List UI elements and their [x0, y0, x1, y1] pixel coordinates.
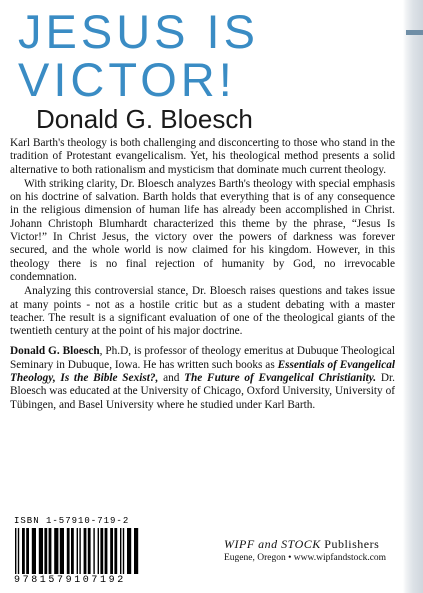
barcode-bar [71, 528, 74, 574]
publisher-location: Eugene, Oregon • www.wipfandstock.com [224, 553, 387, 563]
barcode-bar [32, 528, 36, 574]
barcode-bar [123, 528, 124, 574]
barcode-bar [22, 528, 25, 574]
blurb-paragraph-1: Karl Barth's theology is both challenging and disconcerting to those who stand in the tradition of Protestant evangelicalism. Yet, his theological method presents a solid alternative to both rationalism and mysticism that dominate much current theology. [10, 137, 395, 176]
spine-ribbon [406, 30, 423, 35]
barcode-bar [105, 528, 108, 574]
barcode-bar [114, 528, 117, 574]
barcode-bar [39, 528, 43, 574]
blurb [10, 137, 395, 413]
title-line-2: VICTOR! [18, 53, 236, 106]
bio-book-1: Essentials of Evangelical Theology, Is the Bible Sexist?, [10, 358, 395, 385]
barcode-bar [15, 528, 16, 574]
barcode-bar [98, 528, 99, 574]
barcode-bar [44, 528, 47, 574]
blurb-paragraph-2: With striking clarity, Dr. Bloesch analyzes Barth's theology with special emphasis on his doctrine of salvation. Barth holds that everything that is of any consequence in the religious dimension of human life has already been accomplished in Christ. Johann Christoph Blumhardt characterized this theme by the phrase, “Jesus Is Victor!” In Christ Jesus, the victory over the powers of darkness was forever secured, and the whole world is now claimed for his kingdom. However, in this theology there is no final rejection of humanity by God, no irrevocable condemnation. [10, 177, 395, 283]
author-bio [10, 345, 395, 411]
barcode-bar [26, 528, 29, 574]
author-name: Donald G. Bloesch [36, 104, 253, 134]
barcode-bar [127, 528, 131, 574]
barcode-bar [67, 528, 70, 574]
barcode-bar [93, 528, 94, 574]
barcode-bar [79, 528, 80, 574]
barcode-bar [54, 528, 58, 574]
barcode-number: 9781579107192 [14, 575, 126, 586]
spine-edge [403, 0, 423, 593]
isbn-block [10, 516, 200, 591]
publisher-name-rest: Publishers [320, 537, 380, 551]
publisher-name [224, 537, 402, 552]
barcode-bar [60, 528, 64, 574]
bio-text-3: Dr. Bloesch was educated at the University of Chicago, Oxford University, University of Tübingen, and Basel University where he studied under Karl Barth. [10, 372, 395, 411]
barcode [14, 528, 199, 574]
barcode-bar [84, 528, 87, 574]
blurb-paragraph-3: Analyzing this controversial stance, Dr. Bloesch raises questions and takes issue at many points - not as a hostile critic but as a student debating with a master teacher. The result is a significant evaluation of one of the theological giants of the twentieth century at the point of his major doctrine. [10, 285, 395, 338]
publisher-name-italic: WIPF and STOCK [224, 537, 321, 551]
bio-book-2: The Future of Evangelical Christianity. [184, 372, 377, 385]
publisher-block [224, 537, 402, 564]
barcode-bar [77, 528, 78, 574]
barcode-bar [49, 528, 52, 574]
barcode-bar [110, 528, 113, 574]
barcode-bar [120, 528, 121, 574]
bio-text-2: and [158, 372, 185, 385]
title-line-1: JESUS IS [18, 5, 259, 58]
bio-text-1: , Ph.D, is professor of theology emeritus at Dubuque Theological Seminary in Dubuque, Iowa. He has written such books as [10, 345, 395, 371]
barcode-bar [88, 528, 91, 574]
isbn-label: ISBN 1-57910-719-2 [14, 516, 130, 526]
barcode-bar [134, 528, 138, 574]
bio-name: Donald G. Bloesch [10, 345, 100, 358]
barcode-bar [100, 528, 103, 574]
barcode-bar [18, 528, 19, 574]
book-title [18, 5, 348, 106]
